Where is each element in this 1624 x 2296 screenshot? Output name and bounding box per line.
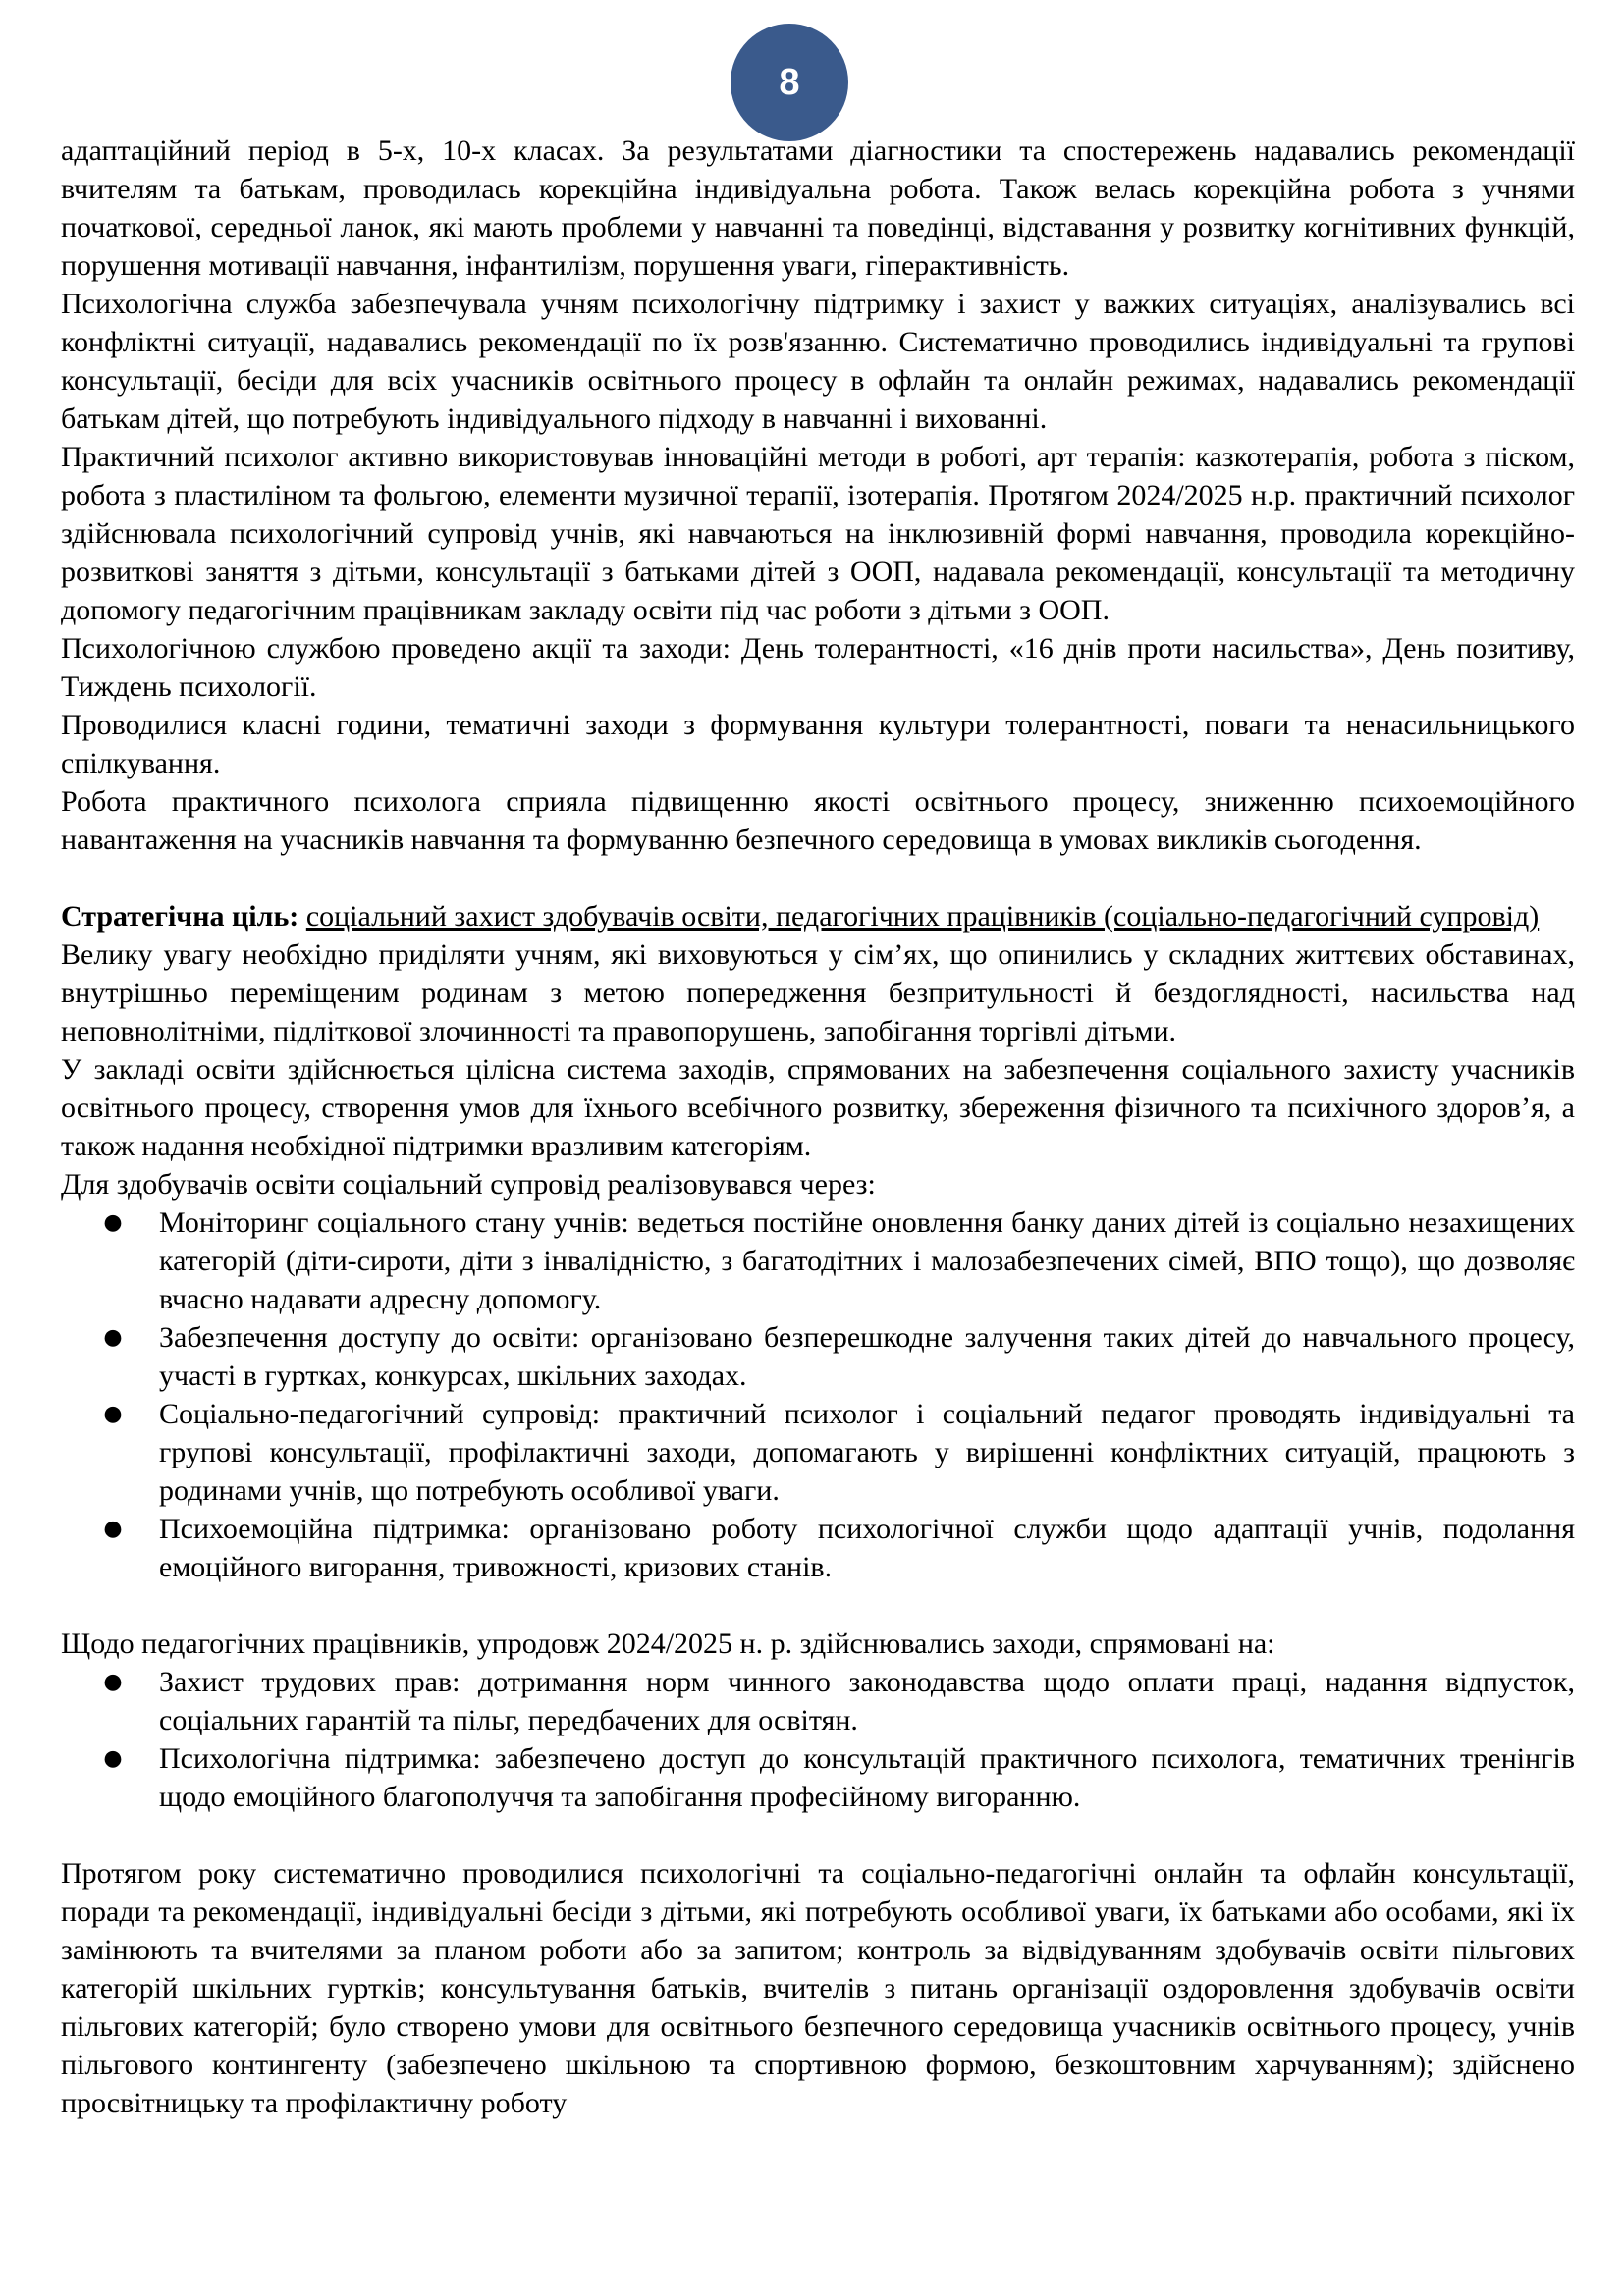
paragraph: Протягом року систематично проводилися психологічні та соціально-педагогічні онлайн та офлайн консультації, поради та рекомендації, індивідуальні бесіди з дітьми, які потребують особливої уваги, їх батьками або особами, які їх замінюють та вчителями за планом роботи або за запитом; контроль за відвідуванням здобувачів освіти пільгових категорій шкільних гуртків; консультування батьків, вчителів з питань організації оздоровлення здобувачів освіти пільгових категорій; було створено умови для освітнього безпечного середовища учасників освітнього процесу, учнів пільгового контингенту (забезпечено шкільною та спортивною формою, безкоштовним харчуванням); здійснено просвітницьку та профілактичну роботу <box>61 1857 1575 2119</box>
strategic-goal-text: соціальний захист здобувачів освіти, педагогічних працівників (соціально-педагогічний супровід) <box>305 900 1540 933</box>
list-item-text: Захист трудових прав: дотримання норм чинного законодавства щодо оплати праці, надання відпусток, соціальних гарантій та пільг, передбачених для освітян. <box>159 1666 1575 1736</box>
teacher-support-list <box>61 1663 1575 1816</box>
strategic-goal-heading <box>61 897 1575 935</box>
bullet-icon: ● <box>103 1746 123 1771</box>
list-item <box>103 1739 1575 1816</box>
bullet-icon: ● <box>103 1517 123 1541</box>
blank-line <box>61 1586 1575 1625</box>
blank-line <box>61 859 1575 897</box>
blank-line <box>61 1816 1575 1854</box>
paragraph: Психологічною службою проведено акції та заходи: День толерантності, «16 днів проти насильства», День позитиву, Тиждень психології. <box>61 632 1575 703</box>
document-body <box>61 132 1575 2122</box>
strategic-goal-label: Стратегічна ціль: <box>61 900 299 933</box>
paragraph: Практичний психолог активно використовував інноваційні методи в роботі, арт терапія: казкотерапія, робота з піском, робота з пластиліном та фольгою, елементи музичної терапії, ізотерапія. Протягом 2024/2025 н.р. практичний психолог здійснювала психологічний супровід учнів, які навчаються на інклюзивній формі навчання, проводила корекційно-розвиткові заняття з дітьми, консультації з батьками дітей з ООП, надавала рекомендації, консультації та методичну допомогу педагогічним працівникам закладу освіти під час роботи з дітьми з ООП. <box>61 441 1575 626</box>
list-item <box>103 1663 1575 1739</box>
list-item-text: Моніторинг соціального стану учнів: ведеться постійне оновлення банку даних дітей із соціально незахищених категорій (діти-сироти, діти з інвалідністю, з багатодітних і малозабезпечених сімей, ВПО тощо), що дозволяє вчасно надавати адресну допомогу. <box>159 1206 1575 1315</box>
student-support-list <box>61 1203 1575 1586</box>
bullet-icon: ● <box>103 1402 123 1426</box>
bullet-icon: ● <box>103 1325 123 1350</box>
paragraph: Робота практичного психолога сприяла підвищенню якості освітнього процесу, зниженню психоемоційного навантаження на учасників навчання та формуванню безпечного середовища в умовах викликів сьогодення. <box>61 785 1575 856</box>
paragraph: Проводилися класні години, тематичні заходи з формування культури толерантності, поваги та ненасильницького спілкування. <box>61 709 1575 779</box>
paragraph: Велику увагу необхідно приділяти учням, які виховуються у сім’ях, що опинились у складних життєвих обставинах, внутрішньо переміщеним родинам з метою попередження безпритульності й бездоглядності, насильства над неповнолітніми, підліткової злочинності та правопорушень, запобігання торгівлі дітьми. <box>61 938 1575 1047</box>
list-item-text: Соціально-педагогічний супровід: практичний психолог і соціальний педагог проводять індивідуальні та групові консультації, профілактичні заходи, допомагають у вирішенні конфліктних ситуацій, працюють з родинами учнів, що потребують особливої уваги. <box>159 1398 1575 1507</box>
list-item-text: Психологічна підтримка: забезпечено доступ до консультацій практичного психолога, тематичних тренінгів щодо емоційного благополуччя та запобігання професійному вигоранню. <box>159 1742 1575 1813</box>
paragraph: У закладі освіти здійснюється цілісна система заходів, спрямованих на забезпечення соціального захисту учасників освітнього процесу, створення умов для їхнього всебічного розвитку, збереження фізичного та психічного здоров’я, а також надання необхідної підтримки вразливим категоріям. <box>61 1053 1575 1162</box>
paragraph: Для здобувачів освіти соціальний супровід реалізовувався через: <box>61 1168 876 1201</box>
bullet-icon: ● <box>103 1670 123 1694</box>
list-item <box>103 1395 1575 1510</box>
list-item <box>103 1203 1575 1318</box>
page-number-badge: 8 <box>731 24 848 141</box>
paragraph: Щодо педагогічних працівників, упродовж 2024/2025 н. р. здійснювались заходи, спрямовані на: <box>61 1628 1275 1660</box>
list-item <box>103 1318 1575 1395</box>
paragraph: Психологічна служба забезпечувала учням психологічну підтримку і захист у важких ситуаціях, аналізувались всі конфліктні ситуації, надавались рекомендації по їх розв'язанню. Систематично проводились індивідуальні та групові консультації, бесіди для всіх учасників освітнього процесу в офлайн та онлайн режимах, надавались рекомендації батькам дітей, що потребують індивідуального підходу в навчанні і вихованні. <box>61 288 1575 435</box>
paragraph: адаптаційний період в 5-х, 10-х класах. За результатами діагностики та спостережень надавались рекомендації вчителям та батькам, проводилась корекційна індивідуальна робота. Також велась корекційна робота з учнями початкової, середньої ланок, які мають проблеми у навчанні та поведінці, відставання у розвитку когнітивних функцій, порушення мотивації навчання, інфантилізм, порушення уваги, гіперактивність. <box>61 134 1575 282</box>
bullet-icon: ● <box>103 1210 123 1235</box>
list-item-text: Психоемоційна підтримка: організовано роботу психологічної служби щодо адаптації учнів, подолання емоційного вигорання, тривожності, кризових станів. <box>159 1513 1575 1583</box>
list-item-text: Забезпечення доступу до освіти: організовано безперешкодне залучення таких дітей до навчального процесу, участі в гуртках, конкурсах, шкільних заходах. <box>159 1321 1575 1392</box>
list-item <box>103 1510 1575 1586</box>
